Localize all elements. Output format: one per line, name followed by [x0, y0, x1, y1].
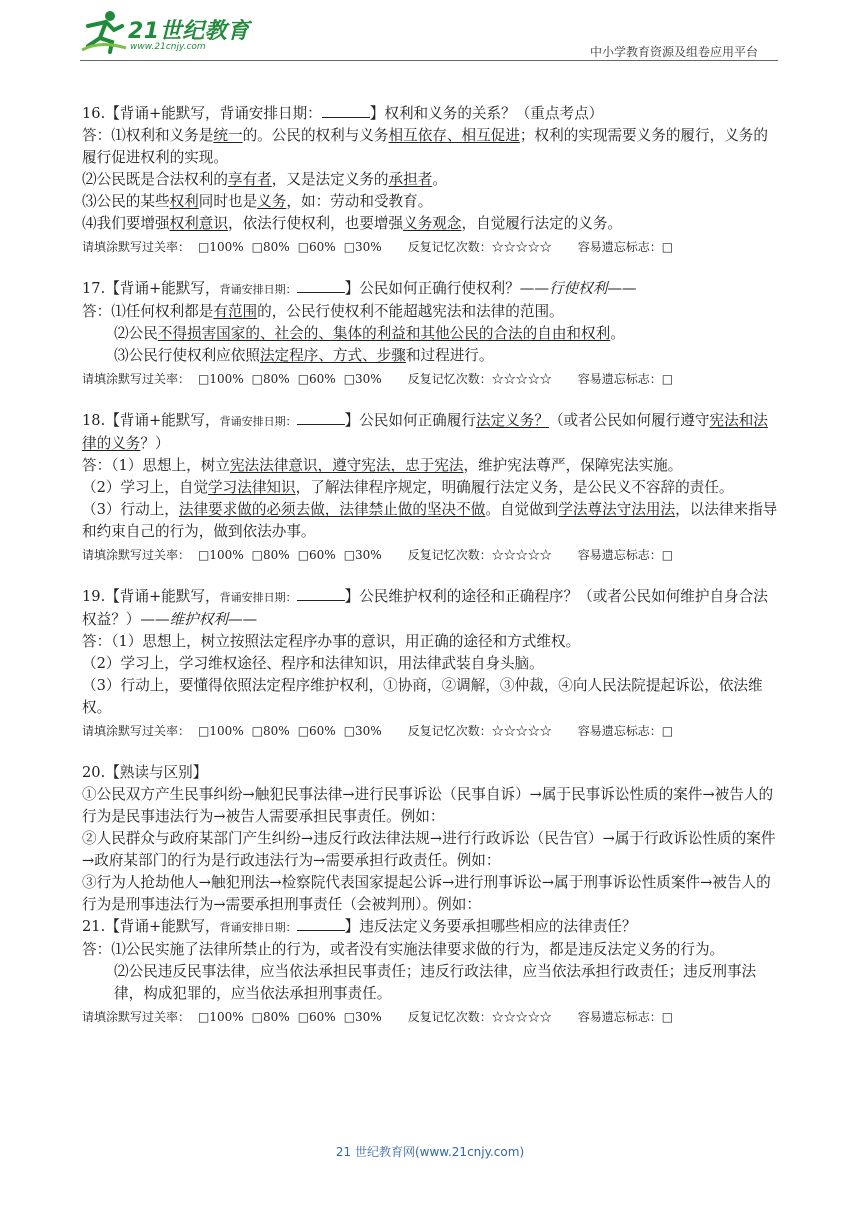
- rate-checkbox-100[interactable]: □100%: [198, 548, 244, 562]
- question-18: [82, 410, 780, 566]
- forget-checkbox[interactable]: 容易遗忘标志：□: [577, 724, 674, 738]
- runner-icon: [80, 8, 128, 54]
- question-title: 20.【熟读与区别】: [82, 764, 208, 781]
- question-title: 18.【背诵+能默写，背诵安排日期： 】公民如何正确履行法定义务？（或者公民如何履行遵守宪法和法律的义务？）: [82, 412, 768, 452]
- answer-line: ⑷我们要增强权利意识，依法行使权利，也要增强义务观念，自觉履行法定的义务。: [82, 215, 623, 232]
- answer-line: 答：（1）思想上，树立按照法定程序办事的意识，用正确的途径和方式维权。: [82, 633, 581, 650]
- mastery-rate-line: 请填涂默写过关率： □100% □80% □60% □30% 反复记忆次数：☆☆☆☆☆ 容易遗忘标志：□: [82, 724, 674, 738]
- answer-line: 答：⑴公民实施了法律所禁止的行为，或者没有实施法律要求做的行为，都是违反法定义务的行为。: [82, 941, 725, 958]
- rate-checkbox-30[interactable]: □30%: [343, 372, 382, 386]
- mastery-rate-line: 请填涂默写过关率： □100% □80% □60% □30% 反复记忆次数：☆☆☆☆☆ 容易遗忘标志：□: [82, 240, 674, 254]
- rate-checkbox-30[interactable]: □30%: [343, 240, 382, 254]
- answer-line: （2）学习上，自觉学习法律知识，了解法律程序规定，明确履行法定义务，是公民义不容辞的责任。: [82, 479, 734, 496]
- answer-line: ⑵公民既是合法权利的享有者，又是法定义务的承担者。: [82, 171, 447, 188]
- mastery-rate-line: 请填涂默写过关率： □100% □80% □60% □30% 反复记忆次数：☆☆☆☆☆ 容易遗忘标志：□: [82, 372, 674, 386]
- paragraph: ③行为人抢劫他人→触犯刑法→检察院代表国家提起公诉→进行刑事诉讼→属于刑事诉讼性质案件→被告人的行为是刑事违法行为→需要承担刑事责任（会被判刑）。例如：: [82, 874, 771, 913]
- answer-line: 答：⑴任何权利都是有范围的，公民行使权利不能超越宪法和法律的范围。: [82, 303, 564, 320]
- logo-url: www.21cnjy.com: [130, 42, 206, 52]
- repeat-stars[interactable]: 反复记忆次数：☆☆☆☆☆: [407, 240, 552, 254]
- rate-checkbox-60[interactable]: □60%: [297, 1010, 336, 1024]
- rate-checkbox-100[interactable]: □100%: [198, 372, 244, 386]
- mastery-rate-line: 请填涂默写过关率： □100% □80% □60% □30% 反复记忆次数：☆☆☆☆☆ 容易遗忘标志：□: [82, 1010, 674, 1024]
- site-logo: [80, 8, 255, 56]
- answer-line: （3）行动上，法律要求做的必须去做，法律禁止做的坚决不做。自觉做到学法尊法守法用法，以法律来指导和约束自己的行为，做到依法办事。: [82, 501, 778, 540]
- question-17: [82, 278, 780, 390]
- rate-checkbox-60[interactable]: □60%: [297, 548, 336, 562]
- date-blank[interactable]: [322, 103, 370, 118]
- repeat-stars[interactable]: 反复记忆次数：☆☆☆☆☆: [407, 372, 552, 386]
- paragraph: ②人民群众与政府某部门产生纠纷→违反行政法律法规→进行行政诉讼（民告官）→属于行政诉讼性质的案件→政府某部门的行为是行政违法行为→需要承担行政责任。例如：: [82, 830, 776, 869]
- forget-checkbox[interactable]: 容易遗忘标志：□: [577, 372, 674, 386]
- header-divider: [80, 60, 778, 61]
- rate-checkbox-80[interactable]: □80%: [251, 724, 290, 738]
- rate-checkbox-30[interactable]: □30%: [343, 724, 382, 738]
- date-blank[interactable]: [297, 278, 345, 293]
- date-blank[interactable]: [297, 916, 345, 931]
- question-title: 16.【背诵+能默写，背诵安排日期： 】权利和义务的关系？（重点考点）: [82, 105, 604, 122]
- answer-line: ⑵公民不得损害国家的、社会的、集体的利益和其他公民的合法的自由和权利。: [114, 325, 625, 342]
- paragraph: ①公民双方产生民事纠纷→触犯民事法律→进行民事诉讼（民事自诉）→属于民事诉讼性质的案件→被告人的行为是民事违法行为→被告人需要承担民事责任。例如：: [82, 786, 774, 825]
- rate-checkbox-60[interactable]: □60%: [297, 372, 336, 386]
- logo-text: 21世纪教育: [128, 19, 250, 44]
- answer-line: ⑵公民违反民事法律，应当依法承担民事责任；违反行政法律，应当依法承担行政责任；违反刑事法律，构成犯罪的，应当依法承担刑事责任。: [114, 963, 757, 1002]
- question-21: [82, 916, 780, 1028]
- date-blank[interactable]: [297, 586, 345, 601]
- answer-line: 答：（1）思想上，树立宪法法律意识，遵守宪法，忠于宪法，维护宪法尊严，保障宪法实施。: [82, 457, 683, 474]
- rate-checkbox-100[interactable]: □100%: [198, 1010, 244, 1024]
- repeat-stars[interactable]: 反复记忆次数：☆☆☆☆☆: [407, 724, 552, 738]
- answer-line: ⑶公民行使权利应依照法定程序、方式、步骤和过程进行。: [114, 347, 494, 364]
- rate-checkbox-100[interactable]: □100%: [198, 724, 244, 738]
- question-20: [82, 762, 780, 916]
- rate-checkbox-80[interactable]: □80%: [251, 1010, 290, 1024]
- rate-checkbox-80[interactable]: □80%: [251, 548, 290, 562]
- question-19: [82, 586, 780, 742]
- forget-checkbox[interactable]: 容易遗忘标志：□: [577, 1010, 674, 1024]
- rate-checkbox-80[interactable]: □80%: [251, 240, 290, 254]
- answer-line: （3）行动上，要懂得依照法定程序维护权利，①协商，②调解，③仲裁，④向人民法院提起诉讼，依法维权。: [82, 677, 763, 716]
- rate-checkbox-30[interactable]: □30%: [343, 1010, 382, 1024]
- question-title: 17.【背诵+能默写，背诵安排日期： 】公民如何正确行使权利？——行使权利——: [82, 280, 637, 297]
- question-16: [82, 103, 780, 258]
- date-blank[interactable]: [297, 410, 345, 425]
- platform-title: 中小学教育资源及组卷应用平台: [589, 45, 758, 59]
- answer-line: （2）学习上，学习维权途径、程序和法律知识，用法律武装自身头脑。: [82, 655, 544, 672]
- document-body: [82, 103, 780, 1028]
- rate-checkbox-60[interactable]: □60%: [297, 724, 336, 738]
- answer-line: ⑶公民的某些权利同时也是义务，如：劳动和受教育。: [82, 193, 433, 210]
- repeat-stars[interactable]: 反复记忆次数：☆☆☆☆☆: [407, 548, 552, 562]
- question-title: 19.【背诵+能默写，背诵安排日期： 】公民维护权利的途径和正确程序？（或者公民如何维护自身合法权益？）——维护权利——: [82, 588, 768, 628]
- forget-checkbox[interactable]: 容易遗忘标志：□: [577, 240, 674, 254]
- mastery-rate-line: 请填涂默写过关率： □100% □80% □60% □30% 反复记忆次数：☆☆☆☆☆ 容易遗忘标志：□: [82, 548, 674, 562]
- rate-checkbox-100[interactable]: □100%: [198, 240, 244, 254]
- forget-checkbox[interactable]: 容易遗忘标志：□: [577, 548, 674, 562]
- answer-line: 答：⑴权利和义务是统一的。公民的权利与义务相互依存、相互促进；权利的实现需要义务的履行，义务的履行促进权利的实现。: [82, 127, 768, 166]
- question-title: 21.【背诵+能默写，背诵安排日期： 】违反法定义务要承担哪些相应的法律责任？: [82, 918, 637, 935]
- rate-checkbox-60[interactable]: □60%: [297, 240, 336, 254]
- page-footer[interactable]: 21 世纪教育网(www.21cnjy.com): [335, 1145, 525, 1159]
- repeat-stars[interactable]: 反复记忆次数：☆☆☆☆☆: [407, 1010, 552, 1024]
- rate-checkbox-30[interactable]: □30%: [343, 548, 382, 562]
- rate-checkbox-80[interactable]: □80%: [251, 372, 290, 386]
- page-header: [80, 8, 780, 62]
